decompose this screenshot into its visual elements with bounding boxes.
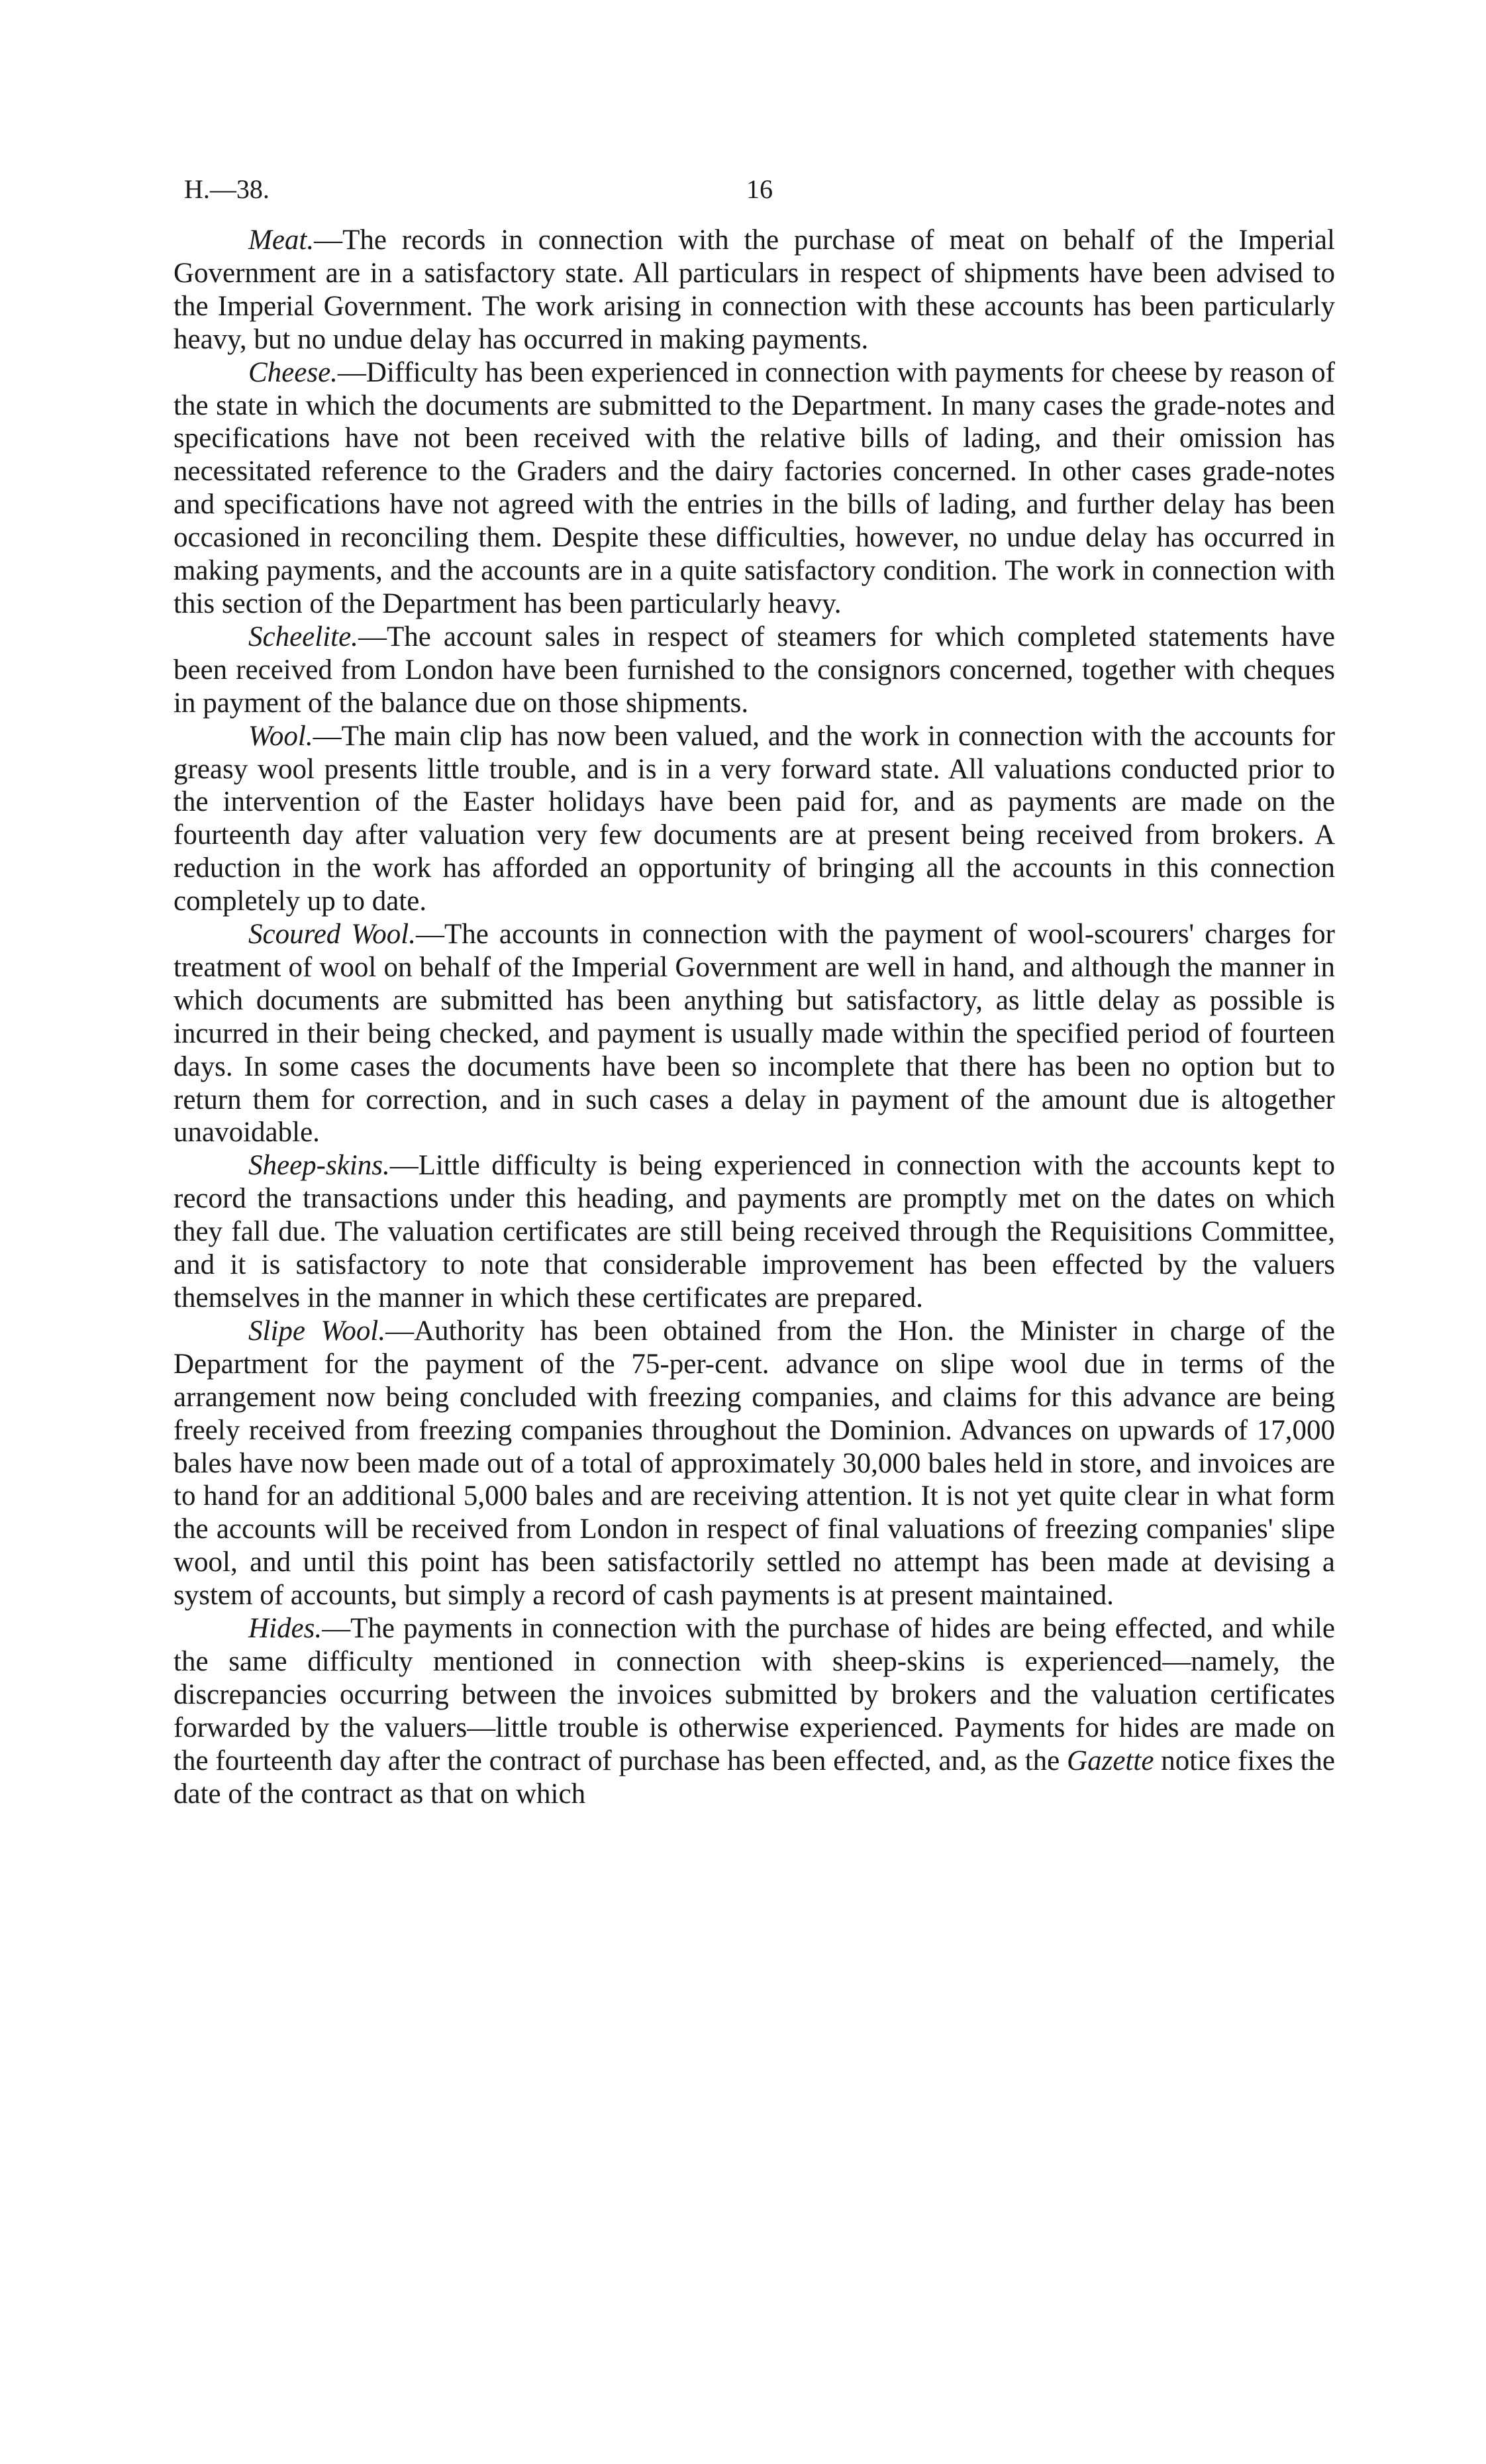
paragraph-text: —The payments in connection with the purchase of hides are being effected, and while the same difficulty mentioned in connection with sheep-skins is experienced—namely, the discrepancies occurring between the invoices submitted by brokers and the valuation certificates forwarded by the valuers—little trouble is otherwise experienced. Payments for hides are made on the fourteenth day after the contract of purchase has been effected, and, as the — [173, 1613, 1335, 1776]
paragraph-heading: Meat. — [248, 225, 315, 256]
paragraph-text: —The records in connection with the purchase of meat on behalf of the Imperial Government are in a satisfactory state. All particulars in respect of shipments have been advised to the Imperial Government. The work arising in connection with these accounts has been particularly heavy, but no undue delay has occurred in making payments. — [173, 225, 1335, 355]
paragraph-cheese — [173, 356, 1335, 621]
gazette-emphasis: Gazette — [1067, 1745, 1154, 1776]
paragraph-text-tail: notice fixes the date of the contract as that on which — [173, 1745, 1335, 1810]
paragraph-text: —The accounts in connection with the payment of wool-scourers' charges for treatment of wool on behalf of the Imperial Government are well in hand, and although the manner in which documents are submitted has been anything but satisfactory, as little delay as possible is incurred in their being checked, and payment is usually made within the specified period of fourteen days. In some cases the documents have been so incomplete that there has been no option but to return them for correction, and in such cases a delay in payment of the amount due is altogether unavoidable. — [173, 919, 1335, 1149]
paragraph-text: —Little difficulty is being experienced in connection with the accounts kept to record the transactions under this heading, and payments are promptly met on the dates on which they fall due. The valuation certificates are still being received through the Requisitions Committee, and it is satisfactory to note that considerable improvement has been effected by the valuers themselves in the manner in which these certificates are prepared. — [173, 1150, 1335, 1313]
page-number: 16 — [746, 174, 773, 204]
paragraph-heading: Cheese. — [248, 356, 338, 388]
paragraph-heading: Sheep-skins. — [248, 1150, 390, 1182]
paragraph-scoured-wool — [173, 918, 1335, 1149]
paragraph-text: —The main clip has now been valued, and the work in connection with the accounts for greasy wool presents little trouble, and is in a very forward state. All valuations conducted prior to the intervention of the Easter holidays have been paid for, and as payments are made on the fourteenth day after valuation very few documents are at present being received from brokers. A reduction in the work has afforded an opportunity of bringing all the accounts in this connection completely up to date. — [173, 720, 1335, 917]
paragraph-wool — [173, 720, 1335, 918]
paragraph-heading: Scoured Wool. — [248, 919, 416, 950]
page-header — [184, 174, 1335, 213]
paragraph-scheelite — [173, 621, 1335, 720]
paragraph-meat — [173, 224, 1335, 356]
paragraph-text: —Difficulty has been experienced in connection with payments for cheese by reason of the state in which the documents are submitted to the Department. In many cases the grade-notes and specifications have not been received with the relative bills of lading, and their omission has necessitated reference to the Graders and the dairy factories concerned. In other cases grade-notes and specifications have not agreed with the entries in the bills of lading, and further delay has been occasioned in reconciling them. Despite these difficulties, however, no undue delay has occurred in making payments, and the accounts are in a quite satisfactory condition. The work in connection with this section of the Department has been particularly heavy. — [173, 356, 1335, 619]
paragraph-hides — [173, 1612, 1335, 1810]
paragraph-heading: Scheelite. — [248, 621, 358, 652]
paragraph-sheep-skins — [173, 1149, 1335, 1315]
body-text — [173, 224, 1335, 1811]
paragraph-heading: Wool. — [248, 720, 313, 752]
paragraph-heading: Hides. — [248, 1613, 322, 1645]
paragraph-heading: Slipe Wool. — [248, 1315, 386, 1347]
paragraph-slipe-wool — [173, 1315, 1335, 1612]
document-reference: H.—38. — [184, 174, 270, 204]
paragraph-text: —The account sales in respect of steamers for which completed statements have been received from London have been furnished to the consignors concerned, together with cheques in payment of the balance due on those shipments. — [173, 621, 1335, 719]
paragraph-text: —Authority has been obtained from the Hon. the Minister in charge of the Department for the payment of the 75-per-cent. advance on slipe wool due in terms of the arrangement now being concluded with freezing companies, and claims for this advance are being freely received from freezing companies throughout the Dominion. Advances on upwards of 17,000 bales have now been made out of a total of approximately 30,000 bales held in store, and invoices are to hand for an additional 5,000 bales and are receiving attention. It is not yet quite clear in what form the accounts will be received from London in respect of final valuations of freezing companies' slipe wool, and until this point has been satisfactorily settled no attempt has been made at devising a system of accounts, but simply a record of cash payments is at present maintained. — [173, 1315, 1335, 1612]
